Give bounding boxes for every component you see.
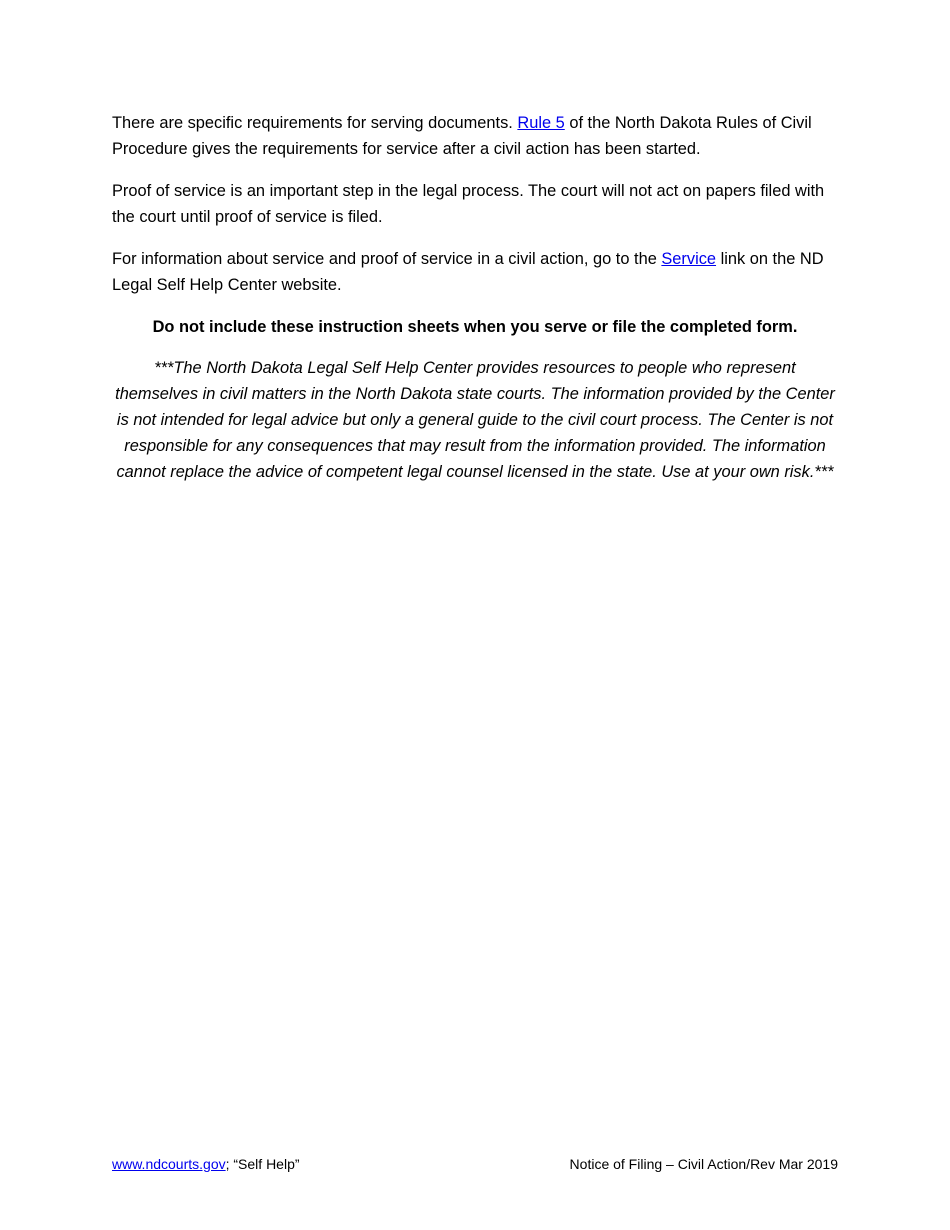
p1-text-after: of the North Dakota Rules of Civil Procedure gives the requirements for service after a civil action has been started. bbox=[112, 114, 812, 158]
p1-text-before: There are specific requirements for serving documents. bbox=[112, 114, 518, 132]
p3-text-after: link on the ND Legal Self Help Center website. bbox=[112, 250, 824, 294]
footer-form-title: Notice of Filing – Civil Action/Rev Mar 2019 bbox=[569, 1156, 838, 1172]
disclaimer-text: ***The North Dakota Legal Self Help Center provides resources to people who represent themselves in civil matters in the North Dakota state courts. The information provided by the Center is not intended for legal advice but only a general guide to the civil court process. The Center is not responsible for any consequences that may result from the information provided. The information cannot replace the advice of competent legal counsel licensed in the state. Use at your own risk.*** bbox=[115, 359, 835, 481]
footer-self-help: ; “Self Help” bbox=[225, 1156, 300, 1172]
paragraph-proof-of-service: Proof of service is an important step in the legal process. The court will not act on papers filed with the court until proof of service is filed. bbox=[112, 182, 825, 226]
document-body bbox=[112, 110, 838, 485]
rule-5-link[interactable]: Rule 5 bbox=[517, 114, 565, 132]
page-footer bbox=[112, 1154, 838, 1174]
p3-text-before: For information about service and proof of service in a civil action, go to the bbox=[112, 250, 662, 268]
ndcourts-link[interactable]: www.ndcourts.gov bbox=[112, 1156, 226, 1172]
paragraph-service-info bbox=[112, 246, 838, 298]
instruction-notice: Do not include these instruction sheets when you serve or file the completed form. bbox=[152, 318, 798, 336]
service-link[interactable]: Service bbox=[661, 250, 717, 268]
paragraph-service-requirements bbox=[112, 110, 838, 162]
footer-left bbox=[112, 1154, 300, 1174]
